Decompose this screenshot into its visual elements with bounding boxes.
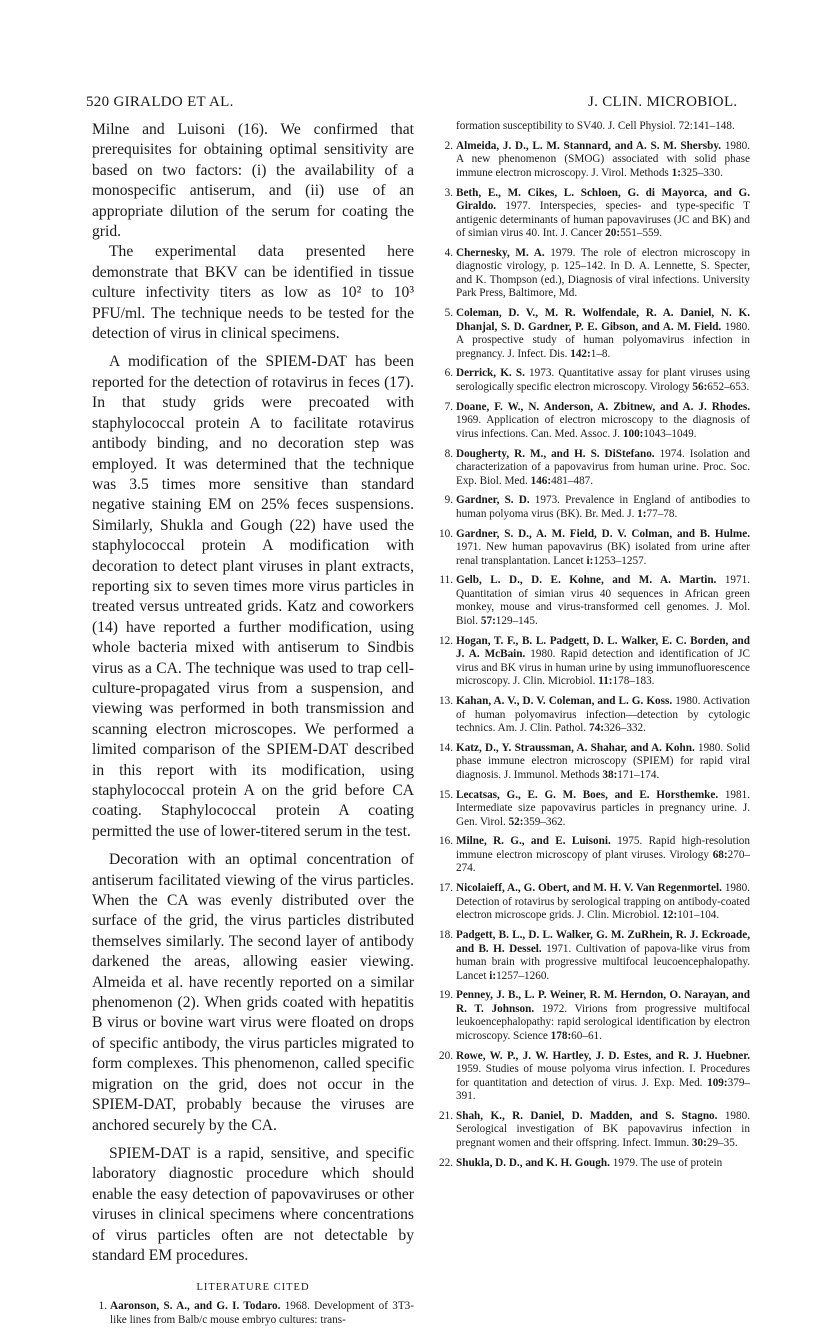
reference-volume: 142: (570, 347, 591, 360)
reference-item (438, 742, 750, 783)
reference-text: 1980. Rapid detection and identification of JC virus and BK virus in human urine by using immunofluorescence microscopy. J. Clin. Microbiol. (456, 648, 750, 688)
reference-volume: 100: (622, 427, 644, 440)
reference-number: 8. (444, 447, 453, 460)
reference-authors: Doane, F. W., N. Anderson, A. Zbitnew, and A. J. Rhodes. (456, 400, 750, 413)
literature-cited-heading: LITERATURE CITED (196, 1282, 310, 1294)
reference-number: 10. (439, 527, 453, 540)
reference-number: 6. (444, 367, 453, 380)
reference-number: 7. (444, 400, 453, 413)
reference-item (438, 635, 750, 689)
reference-authors: Aaronson, S. A., and G. I. Todaro. (110, 1300, 281, 1313)
reference-text: 1972. Virions from progressive multifocal leukoencephalopathy: rapid serological identification by electron microscopy. Science (456, 1002, 750, 1042)
reference-item (438, 1050, 750, 1104)
reference-text: 1969. Application of electron microscopy to the diagnosis of virus infections. Can. Med. Assoc. J. (456, 414, 750, 440)
reference-volume: 56: (692, 380, 708, 393)
reference-item (438, 574, 750, 628)
reference-number: 12. (439, 634, 453, 647)
reference-pages: 359–362. (523, 815, 566, 828)
reference-authors: Gelb, L. D., D. E. Kohne, and M. A. Martin. (456, 574, 717, 587)
reference-item (438, 140, 750, 181)
reference-number: 19. (439, 989, 453, 1002)
reference-number: 2. (444, 139, 453, 152)
reference-text: 1971. New human papovavirus (BK) isolated from urine after renal transplantation. Lancet (456, 541, 750, 567)
reference-item (438, 835, 750, 876)
reference-pages: 270–274. (456, 848, 750, 875)
reference-pages: 379–391. (456, 1076, 750, 1103)
reference-number: 14. (439, 741, 453, 754)
reference-authors: Hogan, T. F., B. L. Padgett, D. L. Walker, E. C. Borden, and J. A. McBain. (456, 634, 750, 661)
reference-pages: 171–174. (617, 768, 660, 781)
reference-authors: Gardner, S. D., A. M. Field, D. V. Colman, and B. Hulme. (456, 527, 750, 540)
reference-authors: Padgett, B. L., D. L. Walker, G. M. ZuRhein, R. J. Eckroade, and B. H. Dessel. (456, 929, 750, 955)
reference-text: 1971. Quantitation of simian virus 40 sequences in African green monkey, mouse and virus-transformed cell genomes. J. Mol. Biol. (456, 574, 750, 627)
reference-pages: 551–559. (620, 227, 663, 240)
reference-text: 1977. Interspecies, species- and type-specific T antigenic determinants of human papovaviruses (JC and BK) and of simian virus 40. Int. J. Cancer (456, 200, 751, 240)
reference-authors: Milne, R. G., and E. Luisoni. (456, 835, 611, 848)
reference-text: 1975. Rapid high-resolution immune electron microscopy of plant viruses. Virology (456, 835, 750, 861)
reference-item (438, 528, 750, 569)
reference-volume: 52: (508, 815, 524, 828)
reference-item (438, 929, 750, 983)
reference-number: 9. (444, 494, 453, 507)
reference-volume: 178: (550, 1029, 572, 1042)
reference-volume: 68: (712, 848, 728, 861)
reference-volume: 109: (707, 1076, 728, 1089)
reference-item (438, 401, 750, 442)
reference-item (438, 187, 750, 241)
reference-volume: 1: (637, 507, 647, 520)
reference-number: 4. (444, 246, 453, 259)
reference-text: 1959. Studies of mouse polyoma virus infection. I. Procedures for quantitation and detection of virus. J. Exp. Med. (456, 1063, 750, 1089)
reference-volume: 12: (662, 909, 678, 922)
reference-item (438, 989, 750, 1043)
reference-authors: Kahan, A. V., D. V. Coleman, and L. G. Koss. (456, 695, 673, 708)
reference-item (438, 494, 750, 521)
reference-authors: Rowe, W. P., J. W. Hartley, J. D. Estes, and R. J. Huebner. (456, 1049, 750, 1062)
reference-pages: 60–61. (571, 1029, 602, 1042)
reference-number: 18. (439, 929, 453, 942)
reference-authors: Lecatsas, G., E. G. M. Boes, and E. Horsthemke. (456, 788, 719, 801)
reference-number: 11. (439, 574, 453, 587)
reference-pages: 1043–1049. (643, 427, 697, 440)
reference-item (92, 1300, 414, 1327)
reference-text: 1971. Cultivation of papova-like virus from human brain with progressive multifocal leucoencephalopathy. Lancet (456, 942, 751, 982)
reference-authors: Nicolaieff, A., G. Obert, and M. H. V. Van Regenmortel. (456, 882, 722, 895)
body-paragraph-5: SPIEM-DAT is a rapid, sensitive, and specific laboratory diagnostic procedure which should enable the easy detection of papovaviruses or other viruses in clinical specimens where concentrations of virus particles often are not detectable by standard EM procedures. (92, 1144, 414, 1264)
reference-item (438, 367, 750, 394)
reference-item (438, 247, 750, 301)
reference-volume: 1: (671, 166, 681, 179)
reference-number: 17. (439, 882, 453, 895)
reference-number: 16. (439, 835, 453, 848)
reference-item (438, 789, 750, 830)
reference-text: 1980. Solid phase immune electron microscopy (SPIEM) for rapid viral diagnosis. J. Immunol. Methods (456, 741, 751, 781)
reference-authors: Chernesky, M. A. (456, 246, 545, 259)
reference-text: 1973. Prevalence in England of antibodies to human polyoma virus (BK). Br. Med. J. (456, 494, 750, 520)
reference-authors: Shah, K., R. Daniel, D. Madden, and S. Stagno. (456, 1109, 718, 1122)
reference-number: 1. (98, 1300, 107, 1313)
reference-text: 1980. Serological investigation of BK papovavirus infection in pregnant women and their offspring. Infect. Immun. (456, 1109, 750, 1149)
reference-authors: Almeida, J. D., L. M. Stannard, and A. S. M. Shersby. (456, 139, 722, 152)
reference-text: 1979. The role of electron microscopy in diagnostic virology, p. 125–142. In D. A. Lennette, S. Specter, and K. Thompson (ed.), Diagnosis of viral infections. University Park Press, Baltimore, Md. (456, 246, 751, 300)
reference-number: 22. (439, 1156, 453, 1169)
reference-volume: 146: (530, 474, 552, 487)
reference-pages: 1257–1260. (496, 969, 550, 982)
reference-number: 20. (439, 1049, 453, 1062)
reference-pages: 481–487. (551, 474, 594, 487)
body-paragraph-1: Milne and Luisoni (16). We confirmed that prerequisites for obtaining optimal sensitivity are based on two factors: (i) the availability of a monospecific antiserum, and (ii) use of an appropriate dilution of the serum for coating the grid. (92, 121, 414, 241)
reference-pages: 141–148. (692, 120, 735, 132)
reference-authors: Beth, E., M. Cikes, L. Schloen, G. di Mayorca, and G. Giraldo. (456, 186, 750, 213)
reference-volume: 20: (605, 227, 621, 240)
reference-pages: 29–35. (706, 1136, 738, 1149)
reference-text: 1973. Quantitative assay for plant viruses using serologically specific electron microscopy. Virology (456, 367, 750, 393)
reference-volume: i: (489, 969, 497, 982)
reference-pages: 178–183. (612, 675, 655, 688)
reference-volume: 72: (678, 120, 693, 132)
reference-pages: 129–145. (495, 614, 538, 627)
reference-authors: Dougherty, R. M., and H. S. DiStefano. (456, 447, 655, 460)
reference-item (438, 695, 750, 736)
reference-text: 1980. A new phenomenon (SMOG) associated with solid phase immune electron microscopy. J. Virol. Methods (456, 139, 750, 179)
reference-pages: 326–332. (603, 722, 646, 735)
running-header-left: 520 GIRALDO ET AL. (86, 94, 234, 110)
reference-continuation (438, 120, 750, 134)
reference-volume: 74: (589, 722, 604, 735)
left-column (92, 120, 414, 1334)
right-column (438, 120, 750, 1177)
reference-item (438, 448, 750, 489)
reference-pages: 652–653. (707, 380, 750, 393)
reference-text: 1974. Isolation and characterization of a papovavirus from human urine. Proc. Soc. Exp. Biol. Med. (456, 447, 750, 487)
reference-text: 1980. A prospective study of human polyomavirus infection in pregnancy. J. Infect. Dis. (456, 320, 750, 360)
reference-item (438, 1157, 750, 1171)
reference-number: 15. (439, 788, 453, 801)
reference-text: 1980. Detection of rotavirus by serological trapping on antibody-coated electron microscope grids. J. Clin. Microbiol. (456, 882, 750, 922)
reference-number: 3. (444, 186, 453, 199)
reference-volume: 30: (691, 1136, 707, 1149)
reference-pages: 325–330. (680, 166, 723, 179)
reference-item (438, 1110, 750, 1151)
body-paragraph-4: Decoration with an optimal concentration of antiserum facilitated viewing of the virus particles. When the CA was evenly distributed over the surface of the grid, the virus particles distributed themselves similarly. The second layer of antibody darkened the areas, allowing easier viewing. Almeida et al. have recently reported on a similar phenomenon (2). When grids coated with hepatitis B virus or bovine wart virus were floated on drops of specific antibody, the virus particles migrated to form complexes. This phenomenon, called specific migration on the grid, does not occur in the SPIEM-DAT, probably because the viruses are anchored securely by the CA. (92, 851, 414, 1134)
reference-volume: 57: (480, 614, 496, 627)
reference-number: 21. (439, 1109, 453, 1122)
reference-pages: 101–104. (677, 909, 720, 922)
reference-authors: Shukla, D. D., and K. H. Gough. (456, 1156, 610, 1169)
reference-text: formation susceptibility to SV40. J. Cell Physiol. (456, 120, 679, 132)
reference-item (438, 307, 750, 361)
reference-pages: 1253–1257. (593, 554, 647, 567)
reference-text: 1968. Development of 3T3-like lines from Balb/c mouse embryo cultures: trans- (110, 1300, 415, 1326)
reference-item (438, 882, 750, 923)
reference-pages: 77–78. (646, 507, 678, 520)
body-paragraph-3: A modification of the SPIEM-DAT has been reported for the detection of rotavirus in feces (17). In that study grids were precoated with staphylococcal protein A to facilitate rotavirus antibody binding, and no decoration step was employed. It was determined that the technique was 3.5 times more sensitive than standard negative staining EM on 25% feces suspensions. Similarly, Shukla and Gough (22) have used the staphylococcal protein A modification with decoration to detect plant viruses in plant extracts, reporting six to seven times more virus particles in treated versus untreated grids. Katz and coworkers (14) have reported a further modification, using whole bacteria mixed with antiserum to Sindbis virus as a CA. The technique was used to trap cell-culture-propagated virus from a suspension, and viewing was performed in both transmission and scanning electron microscopes. We performed a limited comparison of the SPIEM-DAT described in this report with its modification, using staphylococcal protein A on the grid before CA coating. Staphylococcal protein A coating permitted the use of lower-titered serum in the test. (92, 353, 414, 840)
reference-number: 13. (439, 695, 453, 708)
reference-text: 1981. Intermediate size papovavirus particles in pregnancy urine. J. Gen. Virol. (456, 788, 750, 828)
reference-authors: Derrick, K. S. (456, 367, 525, 380)
reference-volume: 11: (598, 675, 613, 688)
reference-authors: Coleman, D. V., M. R. Wolfendale, R. A. Daniel, N. K. Dhanjal, S. D. Gardner, P. E. Gibson, and A. M. Field. (456, 307, 750, 333)
reference-volume: i: (586, 554, 594, 567)
reference-text: 1980. Activation of human polyomavirus infection—detection by cytologic technics. Am. J. Clin. Pathol. (456, 695, 751, 735)
reference-authors: Katz, D., Y. Straussman, A. Shahar, and A. Kohn. (456, 741, 695, 754)
reference-authors: Gardner, S. D. (456, 494, 530, 507)
reference-volume: 38: (602, 768, 618, 781)
reference-list (438, 140, 750, 1170)
running-header-right: J. CLIN. MICROBIOL. (588, 94, 738, 110)
reference-authors: Penney, J. B., L. P. Weiner, R. M. Herndon, O. Narayan, and R. T. Johnson. (456, 989, 750, 1015)
reference-pages: 1–8. (590, 347, 611, 360)
reference-text: 1979. The use of protein (612, 1156, 723, 1169)
body-paragraph-2: The experimental data presented here demonstrate that BKV can be identified in tissue culture infectivity titers as low as 10² to 10³ PFU/ml. The technique needs to be tested for the detection of virus in clinical specimens. (92, 243, 414, 343)
reference-number: 5. (444, 307, 453, 320)
